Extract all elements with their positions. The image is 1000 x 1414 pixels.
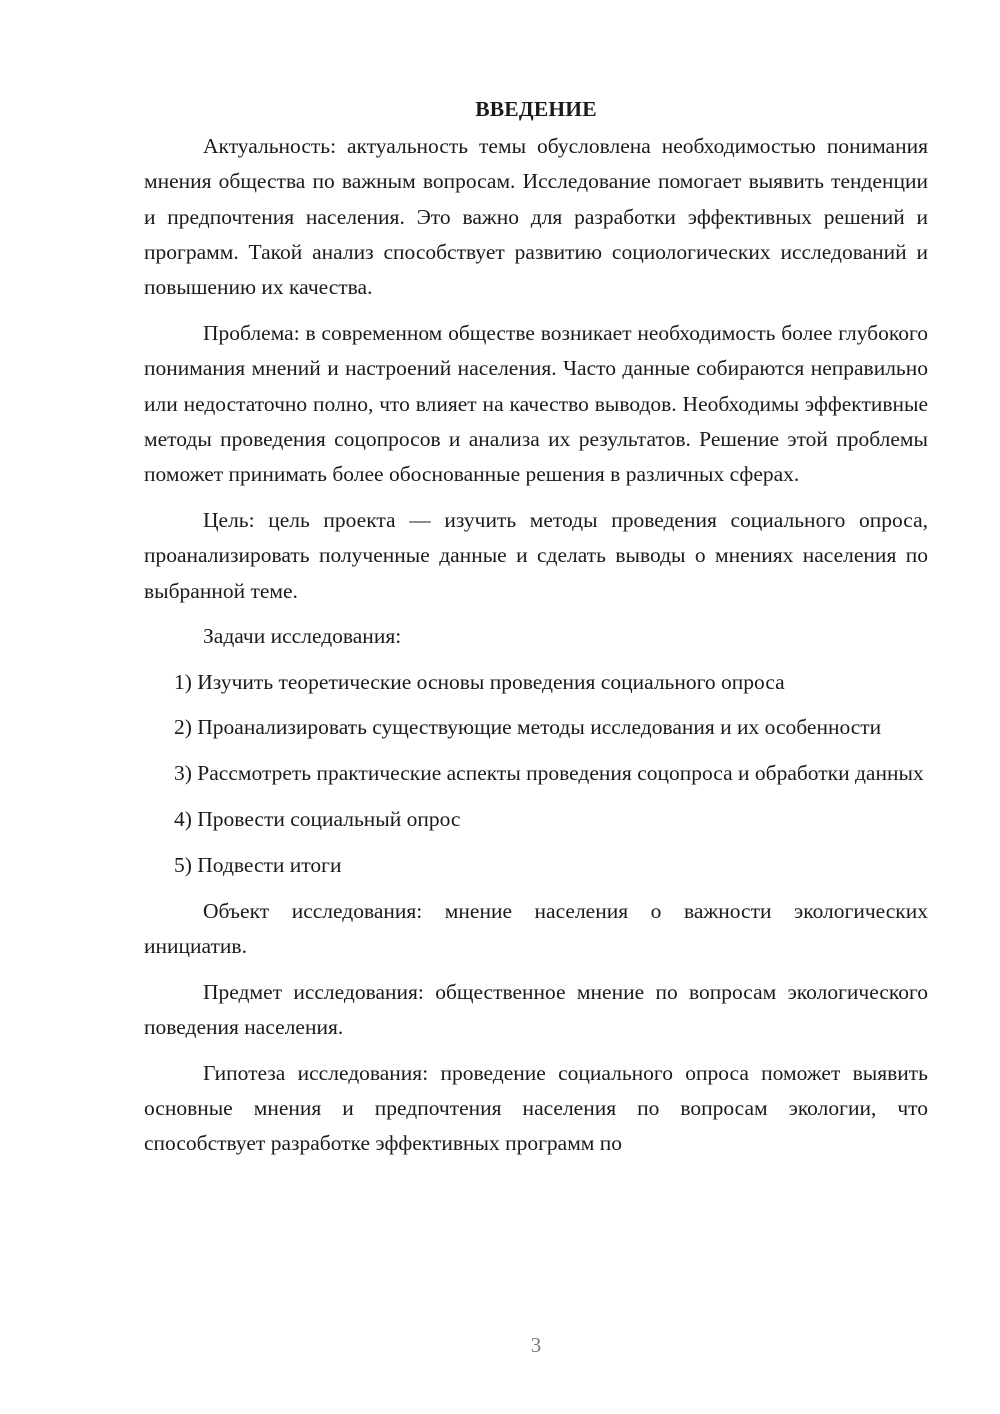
task-item: 3) Рассмотреть практические аспекты проведения соцопроса и обработки данных [174,761,924,786]
section-title: ВВЕДЕНИЕ [475,97,597,121]
tasks-list [144,665,928,883]
hypothesis-paragraph: Гипотеза исследования: проведение социального опроса поможет выявить основные мнения и предпочтения населения по вопросам экологии, что способствует разработке эффективных программ по [144,1060,928,1156]
goal-paragraph: Цель: цель проекта — изучить методы проведения социального опроса, проанализировать полученные данные и сделать выводы о мнениях населения по выбранной теме. [144,507,928,603]
page-number: 3 [530,1333,542,1357]
subject-paragraph: Предмет исследования: общественное мнение по вопросам экологического поведения населения. [144,979,928,1040]
relevance-paragraph: Актуальность: актуальность темы обусловлена необходимостью понимания мнения общества по важным вопросам. Исследование помогает выявить тенденции и предпочтения населения. Это важно для разработки эффективных решений и программ. Такой анализ способствует развитию социологических исследований и повышению их качества. [144,134,928,300]
task-item: 1) Изучить теоретические основы проведения социального опроса [174,669,785,694]
task-item: 5) Подвести итоги [174,852,342,877]
task-item: 4) Провести социальный опрос [174,807,461,832]
object-paragraph: Объект исследования: мнение населения о важности экологических инициатив. [144,898,928,958]
tasks-heading: Задачи исследования: [203,624,402,649]
problem-paragraph: Проблема: в современном обществе возникает необходимость более глубокого понимания мнений и настроений населения. Часто данные собираются неправильно или недостаточно полно, что влияет на качество выводов. Необходимы эффективные методы проведения соцопросов и анализа их результатов. Решение этой проблемы поможет принимать более обоснованные решения в различных сферах. [144,320,928,487]
document-body [144,92,928,1172]
task-item: 2) Проанализировать существующие методы исследования и их особенности [174,715,882,740]
